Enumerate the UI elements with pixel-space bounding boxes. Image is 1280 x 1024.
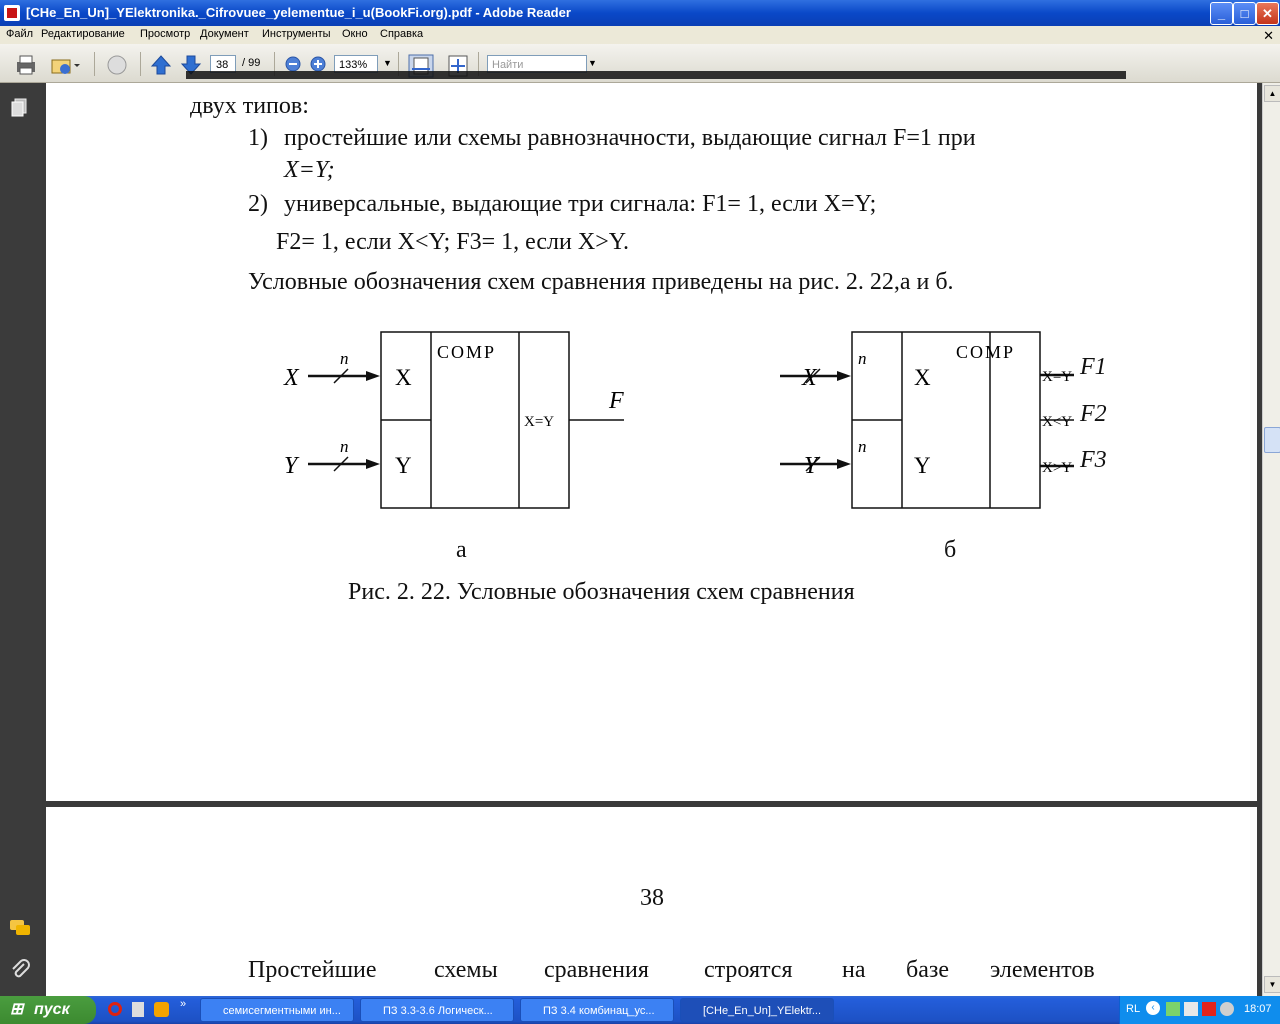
hand-tool-icon[interactable] bbox=[104, 54, 130, 76]
text-line: двух типов: bbox=[190, 93, 309, 119]
paragraph: Условные обозначения схем сравнения приведены на рис. 2. 22,а и б. bbox=[248, 269, 954, 295]
cell-x-label: X bbox=[914, 365, 931, 390]
text-word: на bbox=[842, 957, 866, 983]
bus-width-label: n bbox=[340, 437, 349, 456]
text-word: схемы bbox=[434, 957, 498, 983]
menu-window[interactable]: Окно bbox=[342, 28, 368, 40]
scroll-down-icon[interactable]: ▼ bbox=[1264, 976, 1280, 993]
figure-caption-a: а bbox=[456, 537, 467, 563]
title-bar bbox=[0, 0, 1280, 26]
clock-app-icon[interactable] bbox=[154, 1002, 169, 1017]
page-number-input[interactable]: 38 bbox=[210, 55, 236, 73]
cell-y-label: Y bbox=[395, 453, 412, 478]
document-close-icon[interactable]: ✕ bbox=[1263, 28, 1274, 43]
menu-view[interactable]: Просмотр bbox=[140, 28, 191, 40]
list-item-continuation: F2= 1, если X<Y; F3= 1, если X>Y. bbox=[276, 229, 629, 255]
taskbar-item-folder[interactable]: ПЗ 3.3-3.6 Логическ... bbox=[360, 998, 514, 1022]
opera-icon[interactable] bbox=[108, 1002, 122, 1016]
list-item-continuation: X=Y; bbox=[284, 157, 335, 183]
bus-width-label: n bbox=[858, 437, 867, 456]
zoom-select[interactable]: 133% bbox=[334, 55, 378, 73]
taskbar-item-word[interactable]: ПЗ 3.4 комбинац_ус... bbox=[520, 998, 674, 1022]
windows-logo-icon: ⊞ bbox=[10, 1001, 24, 1018]
menu-bar bbox=[0, 26, 1280, 44]
input-y-label: Y bbox=[284, 453, 298, 479]
text-word: строятся bbox=[704, 957, 793, 983]
previous-page-icon[interactable] bbox=[150, 54, 172, 76]
search-dropdown-icon[interactable]: ▼ bbox=[588, 58, 597, 68]
text-word: Простейшие bbox=[248, 957, 377, 983]
menu-edit[interactable]: Редактирование bbox=[41, 28, 125, 40]
text-word: элементов bbox=[990, 957, 1095, 983]
input-x-label: X bbox=[802, 365, 817, 391]
input-y-label: Y bbox=[804, 453, 818, 479]
search-input[interactable]: Найти bbox=[487, 55, 587, 73]
tray-collapse-icon[interactable]: ‹ bbox=[1146, 1001, 1160, 1015]
clipped-text-line bbox=[186, 71, 1126, 79]
output-condition-label: X=Y bbox=[524, 414, 555, 430]
comp-label: COMP bbox=[956, 342, 1016, 362]
system-tray bbox=[1119, 996, 1280, 1024]
comparator-diagram-a bbox=[276, 323, 636, 523]
comp-label: COMP bbox=[437, 342, 497, 362]
antivirus-icon[interactable] bbox=[1202, 1002, 1216, 1016]
output-condition-label: X<Y bbox=[1042, 414, 1073, 430]
minimize-button[interactable]: _ bbox=[1210, 2, 1233, 25]
start-label: пуск bbox=[34, 1001, 70, 1018]
network-icon[interactable] bbox=[1166, 1002, 1180, 1016]
pages-panel-icon[interactable] bbox=[9, 97, 29, 119]
clock[interactable]: 18:07 bbox=[1244, 1003, 1272, 1015]
output-f1-label: F1 bbox=[1080, 354, 1107, 380]
notepad-icon[interactable] bbox=[132, 1002, 144, 1017]
menu-document[interactable]: Документ bbox=[200, 28, 249, 40]
volume-icon[interactable] bbox=[1220, 1002, 1234, 1016]
menu-file[interactable]: Файл bbox=[6, 28, 34, 40]
navigation-panel bbox=[0, 83, 42, 996]
page-number: 38 bbox=[640, 885, 664, 911]
quicklaunch-more-icon[interactable]: » bbox=[180, 998, 187, 1010]
adobe-reader-icon bbox=[4, 5, 20, 21]
output-f2-label: F2 bbox=[1080, 401, 1107, 427]
pdf-page bbox=[46, 807, 1257, 996]
pdf-page bbox=[46, 83, 1257, 801]
scroll-thumb[interactable] bbox=[1264, 427, 1280, 453]
window-title: [CHe_En_Un]_YElektronika._Cifrovuee_yelementue_i_u(BookFi.org).pdf - Adobe Reader bbox=[26, 5, 571, 20]
list-item-text: универсальные, выдающие три сигнала: F1= 1, если X=Y; bbox=[284, 191, 877, 217]
output-condition-label: X>Y bbox=[1042, 460, 1073, 476]
comments-panel-icon[interactable] bbox=[8, 918, 32, 938]
toolbar-separator bbox=[94, 52, 95, 76]
email-icon[interactable] bbox=[50, 54, 80, 76]
input-x-label: X bbox=[284, 365, 299, 391]
cell-y-label: Y bbox=[914, 453, 931, 478]
page-total: / 99 bbox=[242, 57, 261, 69]
comparator-diagram-b bbox=[746, 323, 1126, 523]
output-f-label: F bbox=[609, 388, 624, 414]
output-f3-label: F3 bbox=[1080, 447, 1107, 473]
taskbar bbox=[0, 996, 1280, 1024]
menu-help[interactable]: Справка bbox=[380, 28, 424, 40]
cell-x-label: X bbox=[395, 365, 412, 390]
language-indicator[interactable]: RL bbox=[1126, 1003, 1141, 1015]
figure-caption: Рис. 2. 22. Условные обозначения схем сравнения bbox=[348, 579, 855, 605]
taskbar-item-reader[interactable]: [CHe_En_Un]_YElektr... bbox=[680, 998, 834, 1022]
print-icon[interactable] bbox=[14, 54, 38, 76]
scroll-up-icon[interactable]: ▲ bbox=[1264, 85, 1280, 102]
close-button[interactable]: ✕ bbox=[1256, 2, 1279, 25]
bus-width-label: n bbox=[340, 349, 349, 368]
attachments-panel-icon[interactable] bbox=[8, 958, 32, 982]
start-button[interactable] bbox=[0, 996, 96, 1024]
maximize-button[interactable]: □ bbox=[1233, 2, 1256, 25]
text-word: сравнения bbox=[544, 957, 649, 983]
zoom-dropdown-icon[interactable]: ▼ bbox=[383, 58, 392, 68]
output-condition-label: X=Y bbox=[1042, 369, 1073, 385]
display-icon[interactable] bbox=[1184, 1002, 1198, 1016]
toolbar-separator bbox=[140, 52, 141, 76]
bus-width-label: n bbox=[858, 349, 867, 368]
text-word: базе bbox=[906, 957, 949, 983]
figure-caption-b: б bbox=[944, 537, 957, 563]
taskbar-item-opera[interactable]: семисегментными ин... bbox=[200, 998, 354, 1022]
list-number: 2) bbox=[248, 191, 268, 217]
list-number: 1) bbox=[248, 125, 268, 151]
vertical-scrollbar[interactable] bbox=[1262, 83, 1280, 996]
menu-tools[interactable]: Инструменты bbox=[262, 28, 331, 40]
list-item-text: простейшие или схемы равнозначности, выдающие сигнал F=1 при bbox=[284, 125, 976, 151]
